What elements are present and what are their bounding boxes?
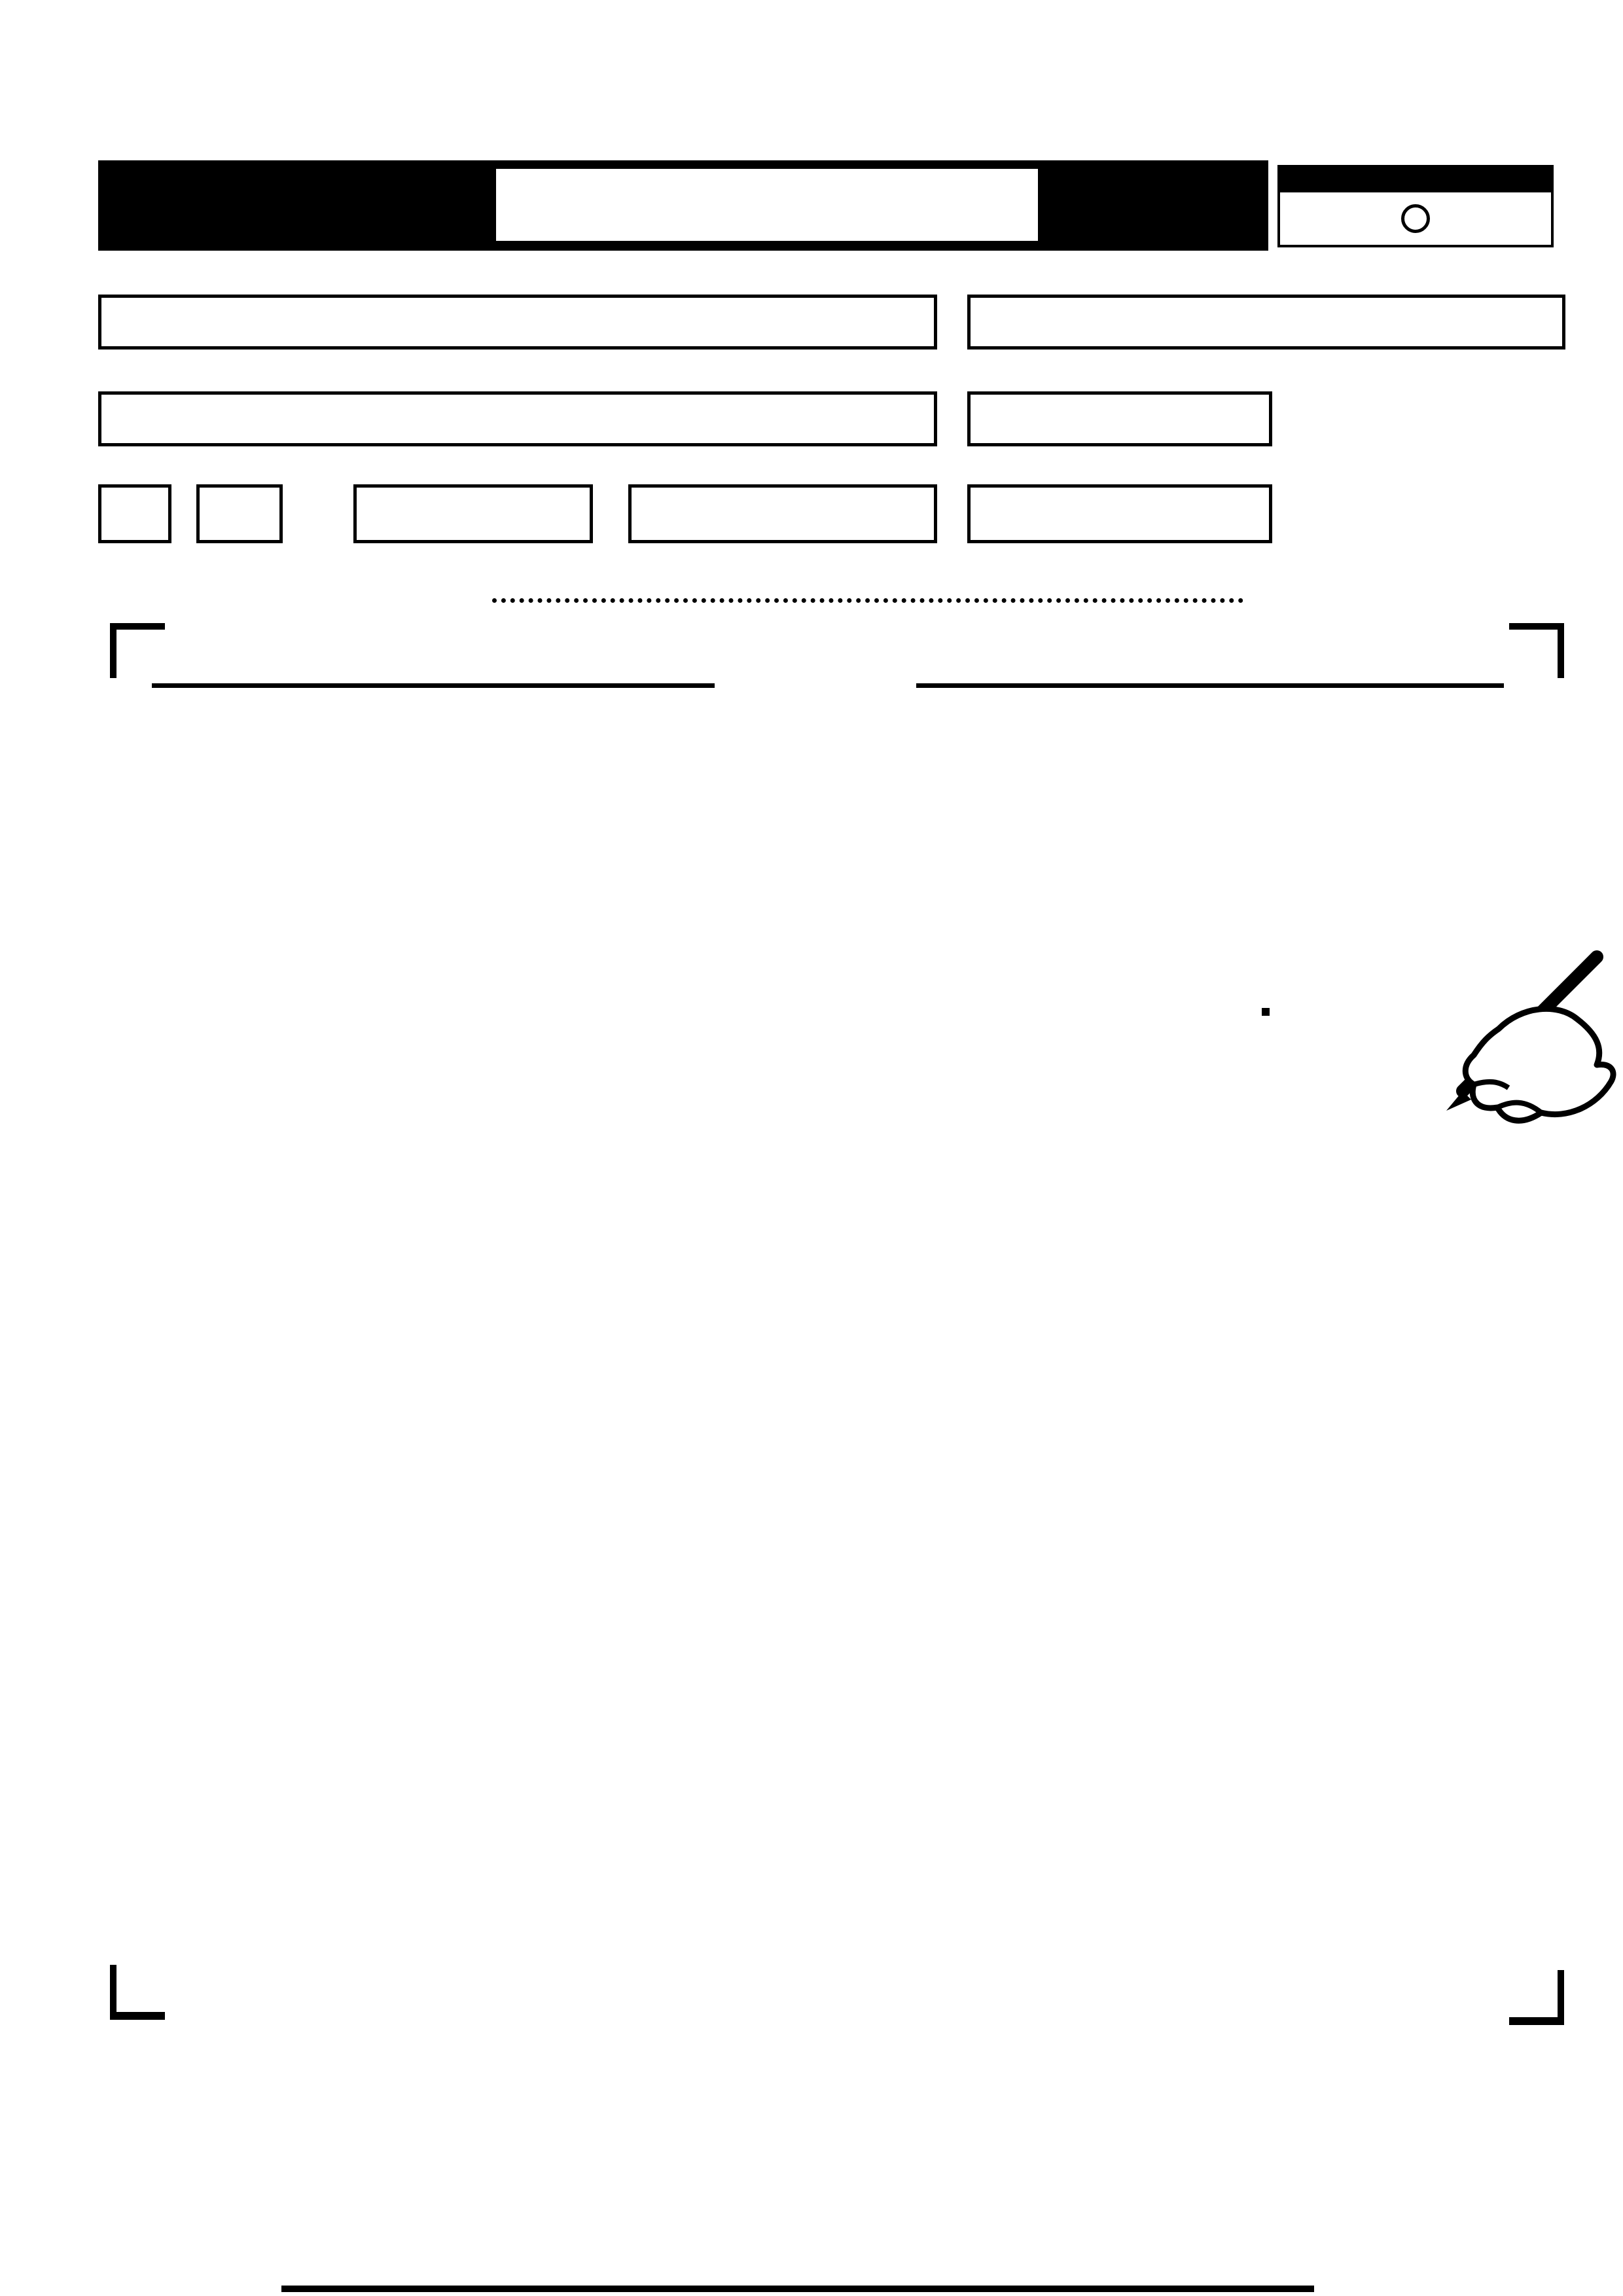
municipio-box [967, 295, 1565, 350]
corner-mark-top-left [110, 623, 165, 678]
corner-mark-bottom-left [110, 1965, 165, 2020]
instructions-divider-right [916, 683, 1504, 688]
applicator-box-title [1280, 168, 1551, 192]
applicator-box [1277, 165, 1554, 247]
aplicacao-box[interactable] [967, 484, 1272, 543]
instructions-divider-left [152, 683, 715, 688]
nome-box [98, 391, 937, 446]
bottom-registration-bar [281, 2286, 1314, 2292]
corner-mark-bottom-right [1509, 1970, 1564, 2025]
qr-code [1317, 391, 1546, 620]
school-box [98, 295, 937, 350]
signature-line[interactable] [492, 542, 1243, 603]
absent-sim-bubble[interactable] [1401, 204, 1430, 233]
turno-box [353, 484, 593, 543]
marking-example-grid [1262, 1008, 1270, 1016]
header-bar [98, 160, 1268, 251]
matricula-box [628, 484, 937, 543]
turma-box [196, 484, 283, 543]
applicator-box-body [1280, 192, 1551, 245]
serie-box [98, 484, 171, 543]
corner-mark-top-right [1509, 623, 1564, 678]
nascimento-box [967, 391, 1272, 446]
hand-pen-illustration [1400, 950, 1616, 1134]
exam-name-box [496, 169, 1038, 241]
